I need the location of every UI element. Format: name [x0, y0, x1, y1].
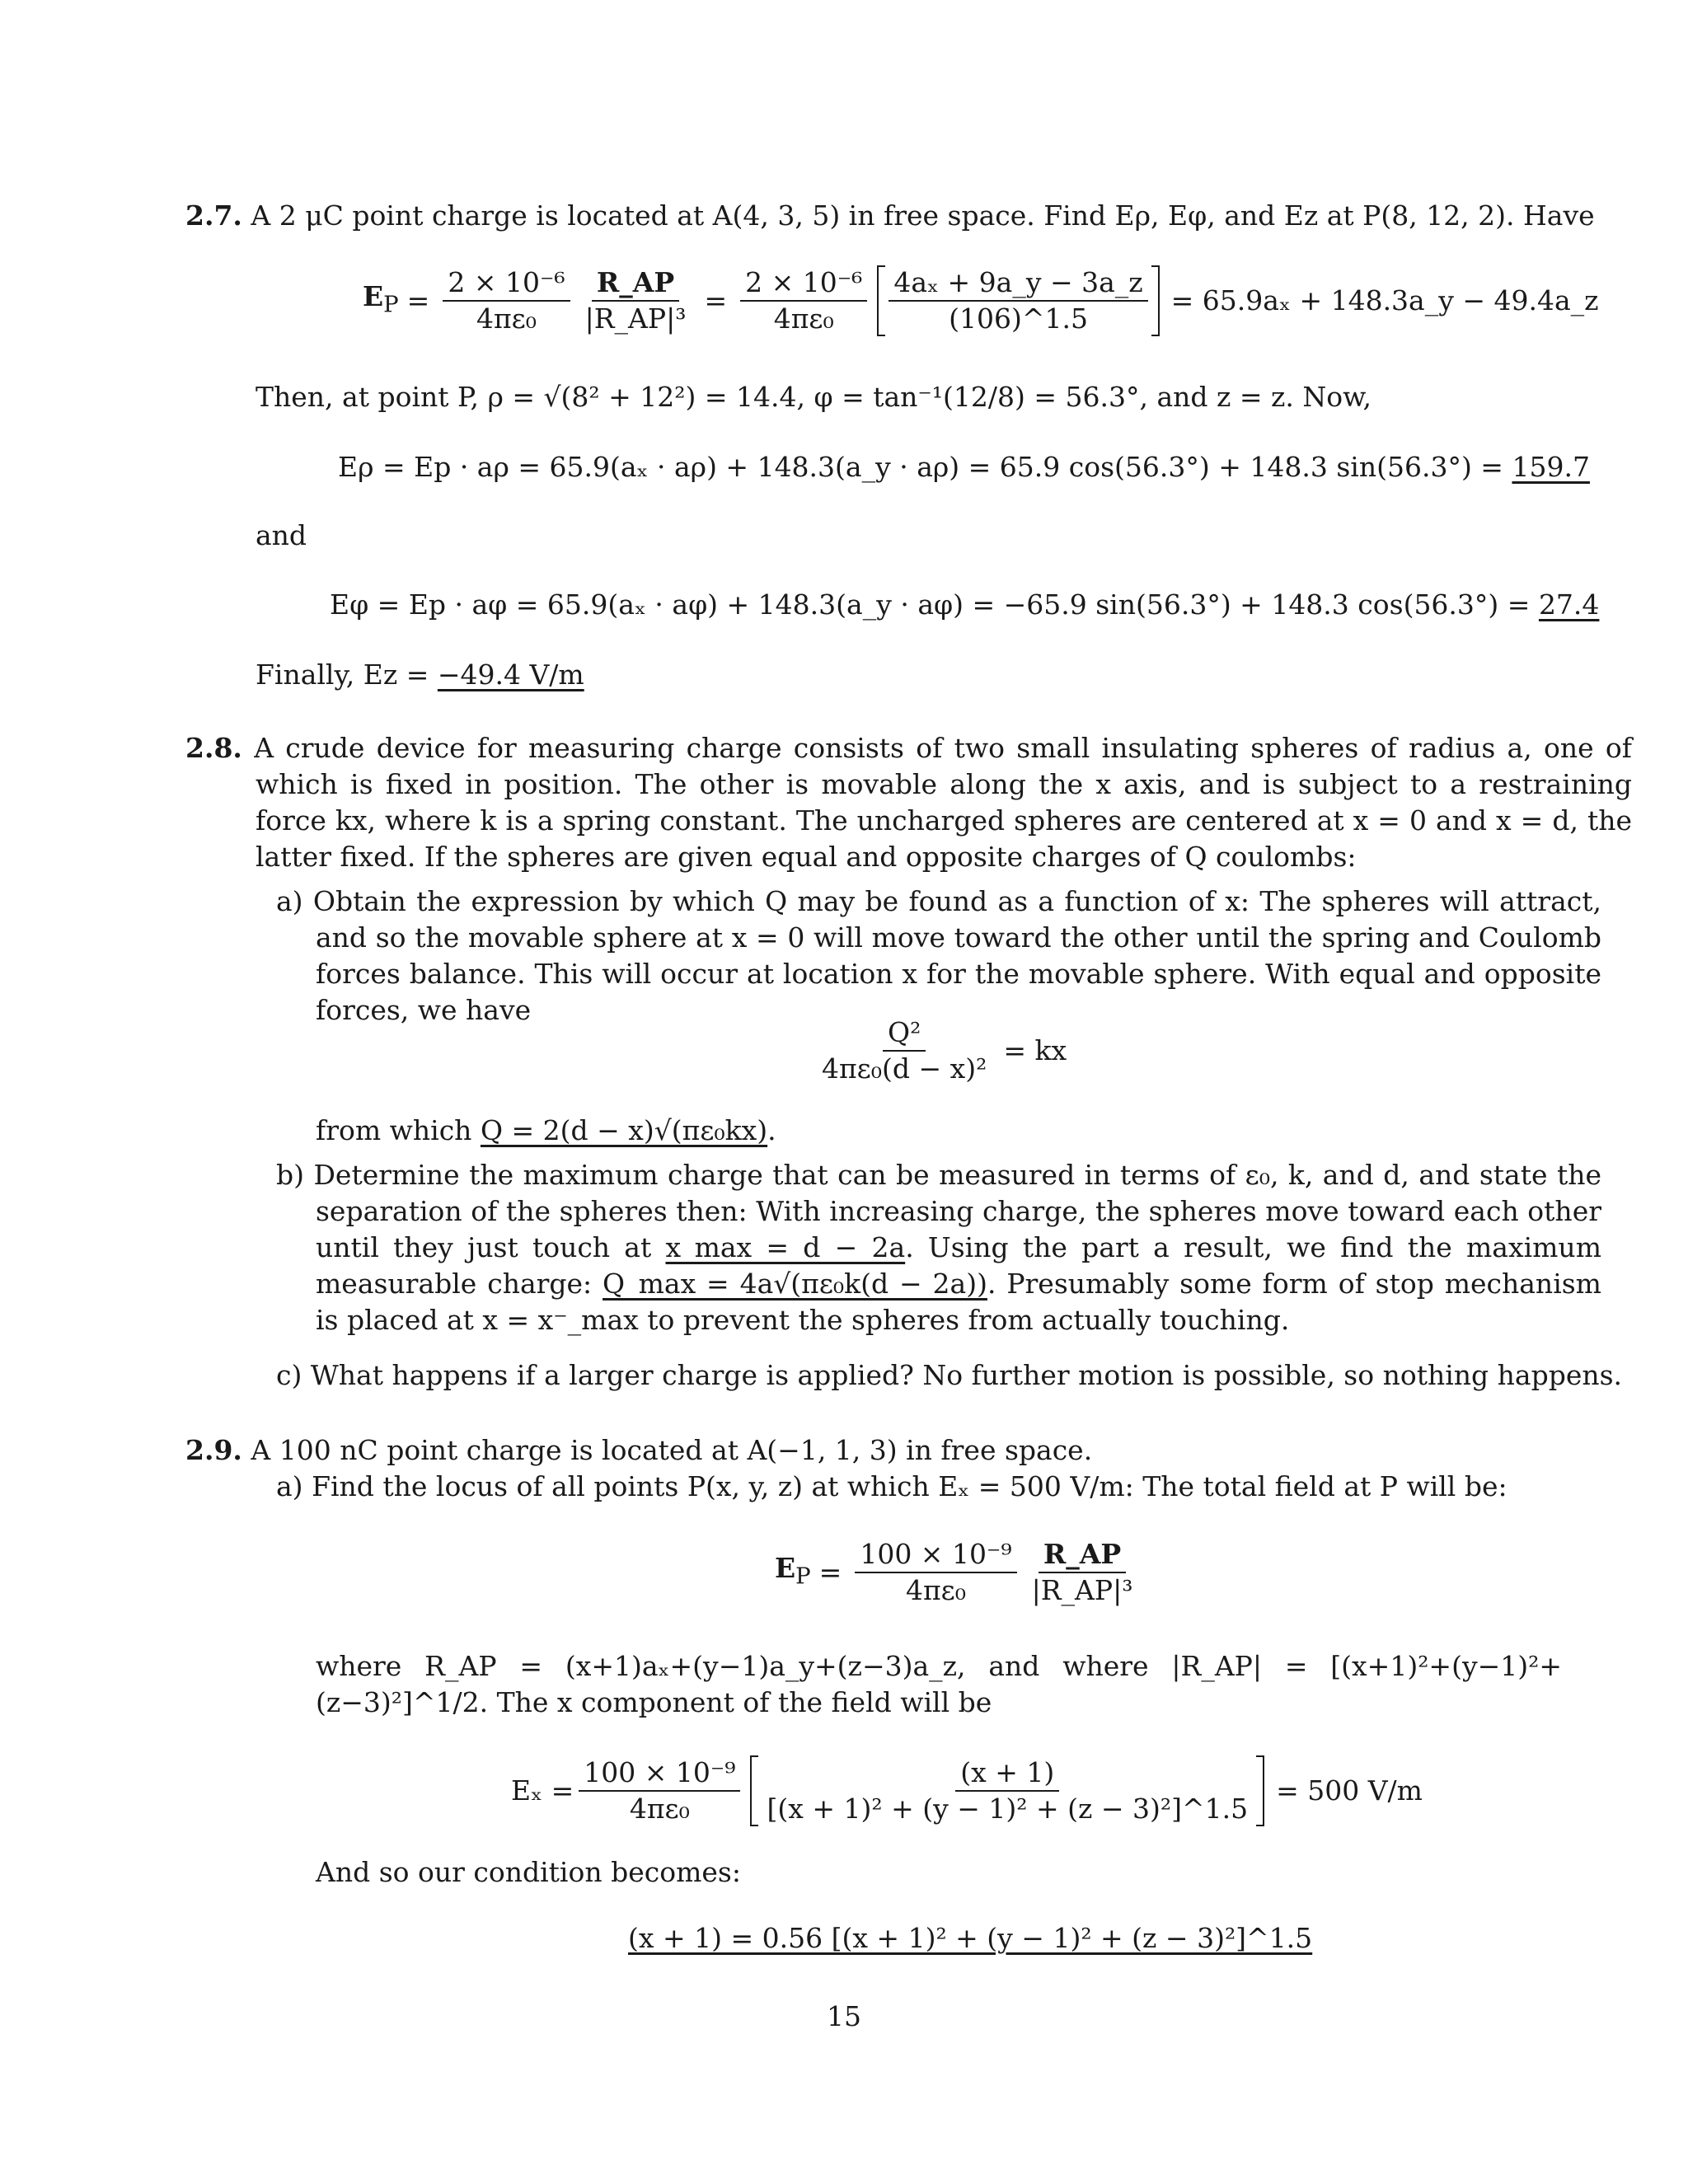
eq-lhs: Eₓ = [511, 1774, 574, 1807]
part-text: Determine the maximum charge that can be measured in terms of ε₀, k, and d, and state the separation of the spheres then: With increasing charge, the spheres move toward each other until they just touch at [313, 1159, 1601, 1263]
problem-number: 2.8. [185, 732, 242, 764]
eq-text: Finally, Ez = [256, 658, 429, 691]
result-underlined: −49.4 V/m [437, 658, 584, 691]
eq-rhs: = kx [1003, 1034, 1067, 1066]
fraction: $\frac{\text{4aₓ + 9a\_y − 3a\_z}}{(106)\^{}1.5}$ [889, 265, 1147, 336]
result-underlined: Q_max = 4a√(πε₀k(d − 2a)) [603, 1268, 987, 1300]
bracket-group [877, 265, 1159, 336]
fraction: $\frac{\text{2 × 10⁻⁶}}{\text{4πε₀}}$ [443, 265, 570, 336]
part-text: . Presumably some form of stop mechanism is placed at x = x⁻_max to prevent the spheres from actually touching. [316, 1268, 1601, 1336]
eq-sign: = [406, 284, 430, 316]
fraction: $\frac{\text{100 × 10⁻⁹}}{\text{4πε₀}}$ [855, 1537, 1016, 1608]
result-underlined: 27.4 [1538, 588, 1600, 621]
equation-ep-2-9 [775, 1537, 1142, 1608]
part-text: Find the locus of all points P(x, y, z) at which Eₓ = 500 V/m: The total field at P will be: [312, 1470, 1507, 1502]
period: . [767, 1114, 776, 1146]
problem-text: A crude device for measuring charge consists of two small insulating spheres of radius a, one of which is fixed in position. The other is movable along the x axis, and is subject to a restraining force kx, where k is a spring constant. The uncharged spheres are centered at x = 0 and x = d, the latter fixed. If the spheres are given equal and opposite charges of Q coulombs: [254, 732, 1632, 873]
result-underlined: x_max = d − 2a [665, 1231, 906, 1263]
condition-label: And so our condition becomes: [316, 1856, 741, 1888]
part-text: Obtain the expression by which Q may be found as a function of x: The spheres will attract, and so the movable sphere at x = 0 will move toward the other until the spring and Coulomb forces balance. This will occur at location x for the movable sphere. With equal and opposite forces, we have [312, 885, 1601, 1026]
page-number: 15 [827, 2000, 861, 2032]
fraction: $\frac{\text{2 × 10⁻⁶}}{\text{4πε₀}}$ [740, 265, 867, 336]
result-underlined: (x + 1) = 0.56 [(x + 1)² + (y − 1)² + (z − 3)²]^1.5 [628, 1922, 1313, 1954]
eq-lhs: $E_P$ [363, 280, 399, 318]
problem-number: 2.9. [185, 1434, 242, 1466]
from-which-line [316, 1113, 776, 1149]
part-b [276, 1157, 1601, 1338]
eq-lhs: $E_P$ [775, 1552, 811, 1590]
equation-ep [363, 265, 1599, 336]
where-paragraph: where R_AP = (x+1)aₓ+(y−1)a_y+(z−3)a_z, and where |R_AP| = [(x+1)²+(y−1)²+(z−3)²]^1/2. The x component of the field will be [316, 1650, 1562, 1718]
result-underlined: Q = 2(d − x)√(πε₀kx) [480, 1114, 768, 1146]
eq-text: Eρ = Ep · aρ = 65.9(aₓ · aρ) + 148.3(a_y · aρ) = 65.9 cos(56.3°) + 148.3 sin(56.3°) = [338, 451, 1503, 483]
equation-e-rho [338, 449, 1590, 485]
problem-text: A 2 μC point charge is located at A(4, 3, 5) in free space. Find Eρ, Eφ, and Ez at P(8, 12, 2). Have [251, 199, 1595, 232]
part-text: . Using the part a result, we find the maximum measurable charge: [316, 1231, 1601, 1300]
problem-2-8-intro [185, 730, 1632, 875]
eq-sign: = [704, 284, 728, 316]
eq-rhs: = 500 V/m [1276, 1774, 1423, 1807]
eq-sign: = [818, 1556, 842, 1588]
part-text: What happens if a larger charge is applied? No further motion is possible, so nothing happens. [310, 1359, 1623, 1391]
then-line: Then, at point P, ρ = √(8² + 12²) = 14.4, φ = tan⁻¹(12/8) = 56.3°, and z = z. Now, [256, 381, 1372, 413]
problem-text: A 100 nC point charge is located at A(−1, 1, 3) in free space. [251, 1434, 1093, 1466]
part-label: c) [276, 1359, 302, 1391]
equation-force-balance [812, 1015, 1067, 1086]
fraction: $\frac{R\_AP}{\text{|R\_AP|³}}$ [1031, 1538, 1133, 1606]
problem-2-9-intro [185, 1432, 1092, 1469]
part-a [276, 883, 1601, 1029]
eq-rhs: = 65.9aₓ + 148.3a_y − 49.4a_z [1170, 284, 1599, 316]
equation-ex [511, 1755, 1423, 1826]
fraction: $\frac{\text{100 × 10⁻⁹}}{\text{4πε₀}}$ [579, 1755, 740, 1826]
finally-line [256, 657, 584, 693]
part-a-2-9 [276, 1469, 1507, 1505]
fraction: $\frac{(x + 1)}{\text{[(x + 1)² + (y − 1)² + (z − 3)²]\textasciicircum{}1.5}}$ [767, 1756, 1249, 1825]
text: from which [316, 1114, 472, 1146]
fraction: $\frac{R\_AP}{\text{|R\_AP|³}}$ [584, 266, 687, 335]
eq-text: Eφ = Ep · aφ = 65.9(aₓ · aφ) + 148.3(a_y · aφ) = −65.9 sin(56.3°) + 148.3 cos(56.3°) = [330, 588, 1531, 621]
problem-2-7-intro [185, 198, 1595, 234]
equation-e-phi [330, 587, 1599, 623]
problem-number: 2.7. [185, 199, 242, 232]
final-condition [628, 1920, 1312, 1957]
fraction: $\frac{\text{Q²}}{\text{4πε₀(d − x)²}}$ [822, 1016, 987, 1085]
part-label: a) [276, 885, 303, 917]
part-label: a) [276, 1470, 303, 1502]
bracket-group [750, 1755, 1264, 1826]
and-label: and [256, 519, 307, 551]
part-label: b) [276, 1159, 304, 1191]
part-c [276, 1357, 1622, 1394]
result-underlined: 159.7 [1512, 451, 1590, 483]
